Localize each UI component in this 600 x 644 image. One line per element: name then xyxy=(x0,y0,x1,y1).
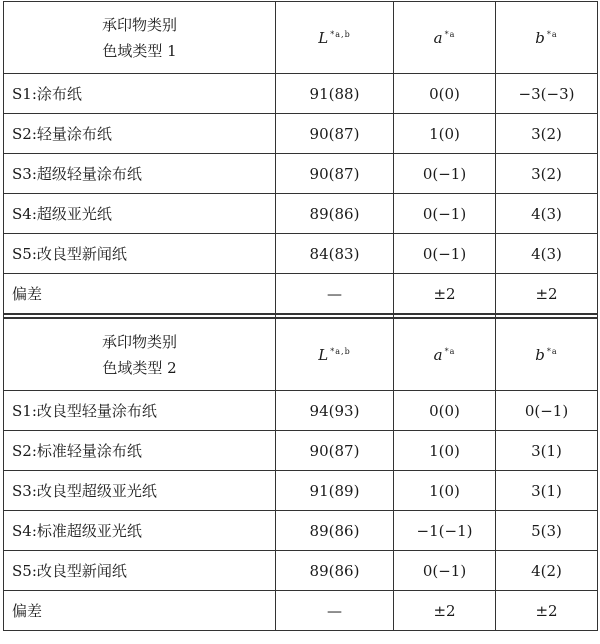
section2-header-b: b $^{*a}$ xyxy=(496,318,598,391)
table-row xyxy=(4,511,598,551)
row-category: S5:改良型新闻纸 xyxy=(4,234,276,274)
row-a-value: 1(0) xyxy=(394,471,496,511)
row-category: S3:改良型超级亚光纸 xyxy=(4,471,276,511)
tolerance-a: ±2 xyxy=(394,591,496,631)
row-a-value: 0(−1) xyxy=(394,551,496,591)
row-a-value: 1(0) xyxy=(394,431,496,471)
row-a-value: 0(−1) xyxy=(394,234,496,274)
row-L-value: 89(86) xyxy=(276,511,394,551)
row-L-value: 90(87) xyxy=(276,431,394,471)
tolerance-b: ±2 xyxy=(496,591,598,631)
row-category: S3:超级轻量涂布纸 xyxy=(4,154,276,194)
table-row xyxy=(4,234,598,274)
section2-header-L: L $^{*a,b}$ xyxy=(276,318,394,391)
row-b-value: 3(1) xyxy=(496,471,598,511)
color-gamut-table xyxy=(3,1,598,631)
row-a-value: −1(−1) xyxy=(394,511,496,551)
section1-header-b: b $^{*a}$ xyxy=(496,2,598,74)
table-row xyxy=(4,391,598,431)
row-b-value: 3(2) xyxy=(496,114,598,154)
table-row xyxy=(4,154,598,194)
header-line2: 色域类型 1 xyxy=(102,41,177,60)
table-row xyxy=(4,114,598,154)
tolerance-b: ±2 xyxy=(496,274,598,315)
row-b-value: 5(3) xyxy=(496,511,598,551)
tolerance-a: ±2 xyxy=(394,274,496,315)
tolerance-L: — xyxy=(276,274,394,315)
table-row xyxy=(4,431,598,471)
color-gamut-table-container xyxy=(3,1,597,631)
table-row xyxy=(4,551,598,591)
row-category: S2:标准轻量涂布纸 xyxy=(4,431,276,471)
tolerance-row xyxy=(4,274,598,315)
section2-header-category xyxy=(4,318,276,391)
row-b-value: 0(−1) xyxy=(496,391,598,431)
row-b-value: 3(1) xyxy=(496,431,598,471)
row-a-value: 0(−1) xyxy=(394,194,496,234)
row-L-value: 89(86) xyxy=(276,551,394,591)
table-row xyxy=(4,74,598,114)
row-category: S4:超级亚光纸 xyxy=(4,194,276,234)
header-line1: 承印物类别 xyxy=(101,15,177,34)
row-L-value: 91(89) xyxy=(276,471,394,511)
section1-header-a: a $^{*a}$ xyxy=(394,2,496,74)
tolerance-label: 偏差 xyxy=(4,274,276,315)
section1-header-row xyxy=(4,2,598,74)
row-a-value: 0(−1) xyxy=(394,154,496,194)
row-b-value: 4(3) xyxy=(496,194,598,234)
row-L-value: 90(87) xyxy=(276,154,394,194)
row-category: S2:轻量涂布纸 xyxy=(4,114,276,154)
header-line2: 色域类型 2 xyxy=(102,358,177,377)
row-a-value: 0(0) xyxy=(394,391,496,431)
section1-header-category xyxy=(4,2,276,74)
section2-header-a: a $^{*a}$ xyxy=(394,318,496,391)
row-b-value: −3(−3) xyxy=(496,74,598,114)
row-b-value: 4(2) xyxy=(496,551,598,591)
row-L-value: 91(88) xyxy=(276,74,394,114)
row-L-value: 89(86) xyxy=(276,194,394,234)
row-a-value: 0(0) xyxy=(394,74,496,114)
section2-header-row xyxy=(4,318,598,391)
row-b-value: 4(3) xyxy=(496,234,598,274)
tolerance-label: 偏差 xyxy=(4,591,276,631)
row-L-value: 90(87) xyxy=(276,114,394,154)
row-category: S1:改良型轻量涂布纸 xyxy=(4,391,276,431)
row-L-value: 84(83) xyxy=(276,234,394,274)
tolerance-row xyxy=(4,591,598,631)
row-a-value: 1(0) xyxy=(394,114,496,154)
row-category: S4:标准超级亚光纸 xyxy=(4,511,276,551)
row-b-value: 3(2) xyxy=(496,154,598,194)
tolerance-L: — xyxy=(276,591,394,631)
table-row xyxy=(4,194,598,234)
table-row xyxy=(4,471,598,511)
section1-header-L: L $^{*a,b}$ xyxy=(276,2,394,74)
row-L-value: 94(93) xyxy=(276,391,394,431)
row-category: S5:改良型新闻纸 xyxy=(4,551,276,591)
row-category: S1:涂布纸 xyxy=(4,74,276,114)
header-line1: 承印物类别 xyxy=(101,332,177,351)
